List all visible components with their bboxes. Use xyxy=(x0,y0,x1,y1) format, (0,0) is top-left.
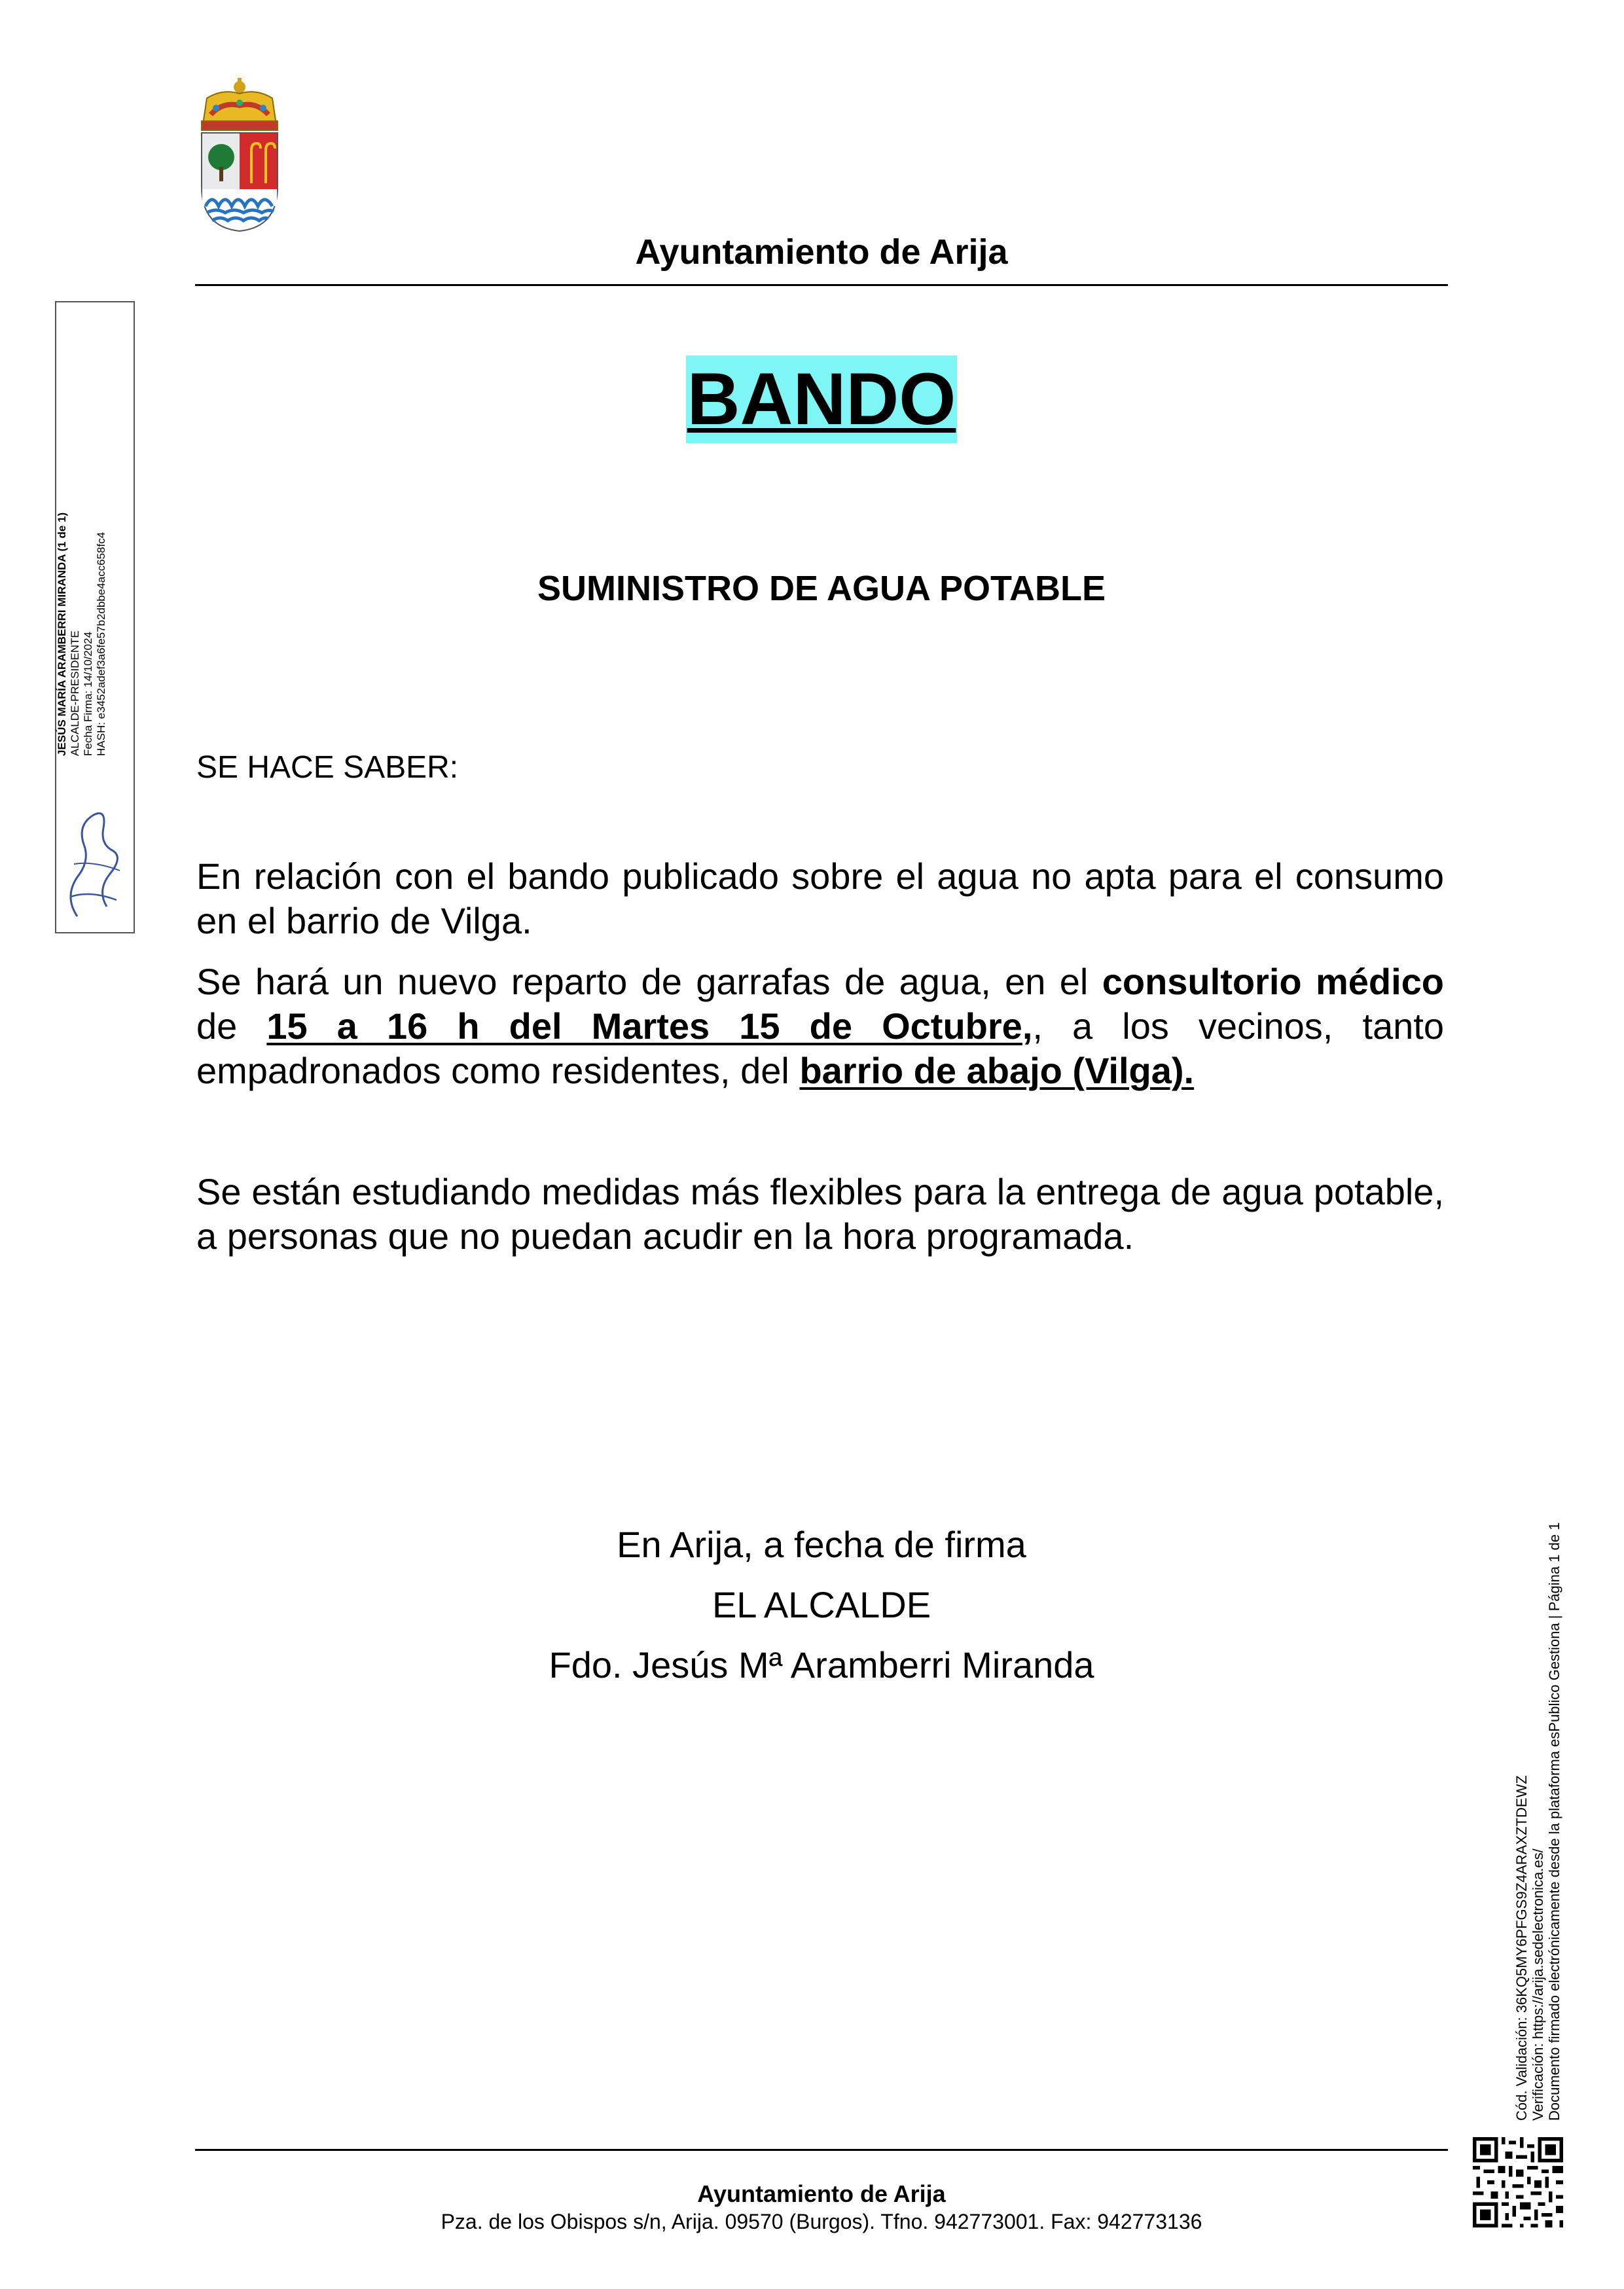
validation-text xyxy=(1513,1433,1562,2121)
paragraph-1: En relación con el bando publicado sobre el agua no apta para el consumo en el barrio de Vilga. xyxy=(196,856,1444,941)
closing-place-date: En Arija, a fecha de firma xyxy=(617,1524,1026,1565)
document-heading: BANDO xyxy=(686,355,958,443)
closing-role: EL ALCALDE xyxy=(712,1584,931,1625)
validation-code: Cód. Validación: 36KQ5MY6PFGS9Z4ARAXZTDEWZ xyxy=(1513,1775,1530,2121)
paragraph-3: Se están estudiando medidas más flexibles para la entrega de agua potable, a personas que no puedan acudir en la hora programada. xyxy=(196,1171,1444,1257)
electronic-signature-text xyxy=(56,481,108,756)
signature-signer: JESÚS MARÍA ARAMBERRI MIRANDA (1 de 1) xyxy=(56,512,68,756)
signature-date: Fecha Firma: 14/10/2024 xyxy=(82,632,94,756)
handwritten-signature-icon xyxy=(58,799,130,926)
paragraph-2-time: 15 a 16 h del Martes 15 de Octubre xyxy=(266,1005,1022,1047)
signature-hash: HASH: e3452adef3a6fe57b2dbbe4acc658fc4 xyxy=(95,532,107,756)
qr-code-icon xyxy=(1473,2137,1563,2227)
header-divider xyxy=(195,284,1448,286)
document-heading-wrapper xyxy=(196,355,1447,443)
validation-url: Verificación: https://arija.sedelectronica.es/ xyxy=(1530,1848,1546,2121)
header-title: Ayuntamiento de Arija xyxy=(635,232,1008,272)
document-subject: SUMINISTRO DE AGUA POTABLE xyxy=(537,569,1106,608)
footer-title: Ayuntamiento de Arija xyxy=(697,2180,946,2207)
closing-block xyxy=(196,1515,1447,1695)
signature-position: ALCALDE-PRESIDENTE xyxy=(69,630,81,756)
announcement-text: SE HACE SABER: xyxy=(196,750,459,785)
municipal-coat-of-arms-icon xyxy=(196,75,283,232)
paragraph-2-comma: , xyxy=(1022,1005,1033,1047)
paragraph-2-part-2: de xyxy=(196,1005,267,1047)
paragraph-2-location: consultorio médico xyxy=(1102,961,1445,1002)
footer-address: Pza. de los Obispos s/n, Arija. 09570 (Burgos). Tfno. 942773001. Fax: 942773136 xyxy=(441,2210,1202,2233)
validation-platform: Documento firmado electrónicamente desde la plataforma esPublico Gestiona | Página 1 de 1 xyxy=(1546,1522,1562,2121)
paragraph-2-area: barrio de abajo (Vilga). xyxy=(799,1050,1195,1091)
paragraph-2 xyxy=(196,960,1444,1093)
paragraph-2-part-1: Se hará un nuevo reparto de garrafas de agua, en el xyxy=(196,961,1102,1002)
paragraph-2-part-3: , a los vecinos, tanto empadronados como residentes, del xyxy=(196,1005,1444,1091)
closing-signed-by: Fdo. Jesús Mª Aramberri Miranda xyxy=(549,1644,1094,1685)
footer-divider xyxy=(195,2149,1448,2151)
